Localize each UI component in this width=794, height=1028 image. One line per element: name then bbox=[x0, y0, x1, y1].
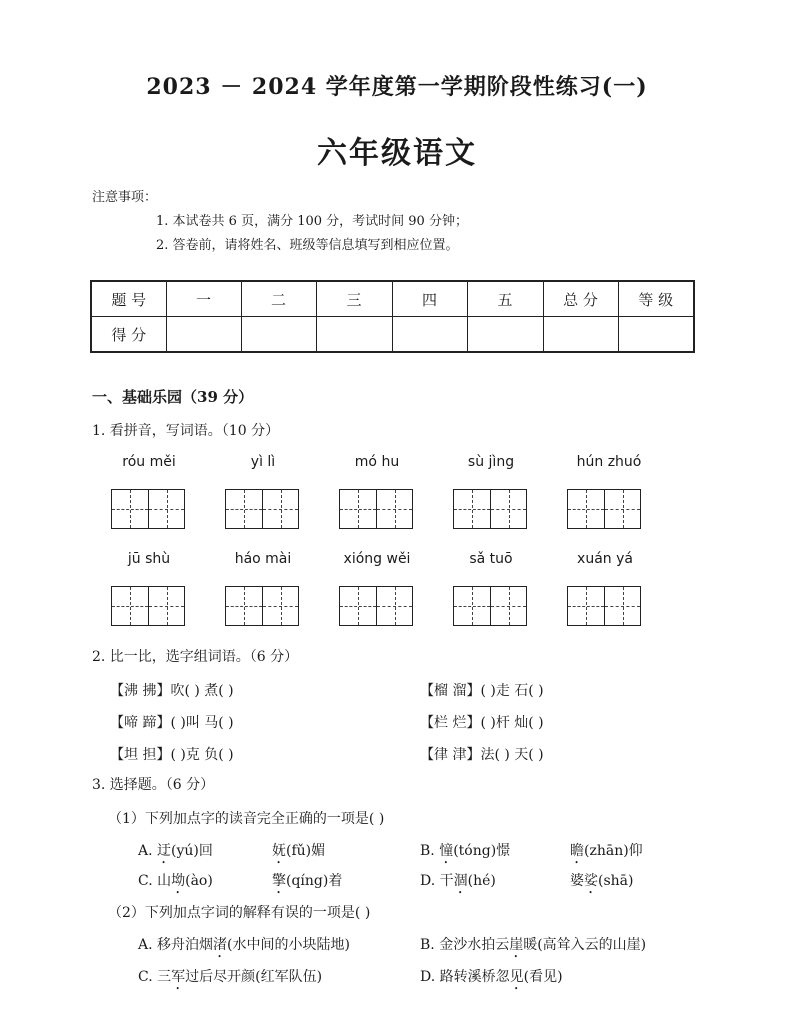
table-cell: 三 bbox=[316, 281, 392, 317]
compare-item: 【栏 烂】( )杆 灿( ) bbox=[420, 715, 544, 731]
table-cell: 一 bbox=[166, 281, 241, 317]
score-cell[interactable] bbox=[316, 317, 392, 353]
option-text: B. bbox=[420, 843, 440, 859]
option-text: (看见) bbox=[523, 969, 563, 985]
option-text: A. bbox=[138, 843, 158, 859]
option-text: C. 山 bbox=[138, 873, 172, 889]
option-b[interactable] bbox=[420, 840, 510, 867]
section-title: 一、基础乐园（39 分） bbox=[92, 388, 254, 406]
table-cell: 等 级 bbox=[618, 281, 694, 317]
score-cell[interactable] bbox=[166, 317, 241, 353]
option-text: (水中间的小块陆地) bbox=[227, 937, 350, 953]
dotted-char: 涸 bbox=[453, 873, 468, 889]
option-text: (shā) bbox=[598, 873, 634, 889]
compare-item: 【啼 蹄】( )叫 马( ) bbox=[110, 715, 234, 731]
dotted-char: 渚 bbox=[213, 937, 228, 953]
writing-grid[interactable] bbox=[339, 489, 413, 529]
writing-grid[interactable] bbox=[453, 489, 527, 529]
score-table-score-row bbox=[91, 317, 694, 353]
pinyin-label: róu měi bbox=[122, 454, 176, 470]
pinyin-label: sù jìng bbox=[467, 454, 515, 470]
option-d-second bbox=[570, 870, 633, 897]
option-text: D. 路转溪桥忽 bbox=[420, 969, 510, 985]
option-text: C. 三 bbox=[138, 969, 172, 985]
score-cell[interactable] bbox=[241, 317, 316, 353]
writing-grid[interactable] bbox=[453, 586, 527, 626]
exam-title: 2023 － 2024 学年度第一学期阶段性练习(一) bbox=[146, 74, 648, 100]
option-d[interactable] bbox=[420, 966, 563, 993]
option-text: (zhān)仰 bbox=[584, 843, 643, 859]
pinyin-label: xuán yá bbox=[577, 551, 633, 567]
writing-grid[interactable] bbox=[111, 489, 185, 529]
option-text: D. 干 bbox=[420, 873, 454, 889]
option-c[interactable] bbox=[138, 966, 322, 993]
dotted-char: 瞻 bbox=[570, 843, 584, 859]
option-c[interactable] bbox=[138, 870, 213, 897]
compare-item: 【沸 拂】吹( ) 煮( ) bbox=[110, 683, 234, 699]
option-text: 过后尽开颜(红军队伍) bbox=[185, 969, 323, 985]
option-text: A. 移舟泊烟 bbox=[138, 937, 214, 953]
writing-grid[interactable] bbox=[111, 586, 185, 626]
option-b-second bbox=[570, 840, 643, 867]
pinyin-label: mó hu bbox=[354, 454, 400, 470]
dotted-char: 娑 bbox=[584, 873, 598, 889]
question-2-title: 2. 比一比，选字组词语。（6 分） bbox=[92, 649, 299, 665]
option-text: (qíng)着 bbox=[286, 873, 343, 889]
dotted-char: 崖 bbox=[509, 937, 524, 953]
pinyin-label: jū shù bbox=[127, 551, 171, 567]
question-1-title: 1. 看拼音，写词语。（10 分） bbox=[92, 423, 280, 439]
compare-item: 【坦 担】( )克 负( ) bbox=[110, 747, 234, 763]
option-b[interactable] bbox=[420, 934, 646, 961]
score-cell[interactable] bbox=[618, 317, 694, 353]
dotted-char: 坳 bbox=[171, 873, 186, 889]
option-d[interactable] bbox=[420, 870, 496, 897]
option-text: 婆 bbox=[570, 873, 584, 889]
writing-grid[interactable] bbox=[567, 586, 641, 626]
option-c-second bbox=[272, 870, 342, 897]
pinyin-label: háo mài bbox=[234, 551, 292, 567]
dotted-char: 憧 bbox=[439, 843, 454, 859]
writing-grid[interactable] bbox=[225, 489, 299, 529]
dotted-char: 迂 bbox=[157, 843, 172, 859]
table-cell: 二 bbox=[241, 281, 316, 317]
pinyin-label: xióng wěi bbox=[343, 551, 411, 567]
dotted-char: 军 bbox=[171, 969, 186, 985]
subject-title: 六年级语文 bbox=[317, 136, 477, 171]
option-text: (ào) bbox=[185, 873, 213, 889]
option-text: (tóng)憬 bbox=[453, 843, 511, 859]
option-text: (yú)回 bbox=[171, 843, 213, 859]
notice-item: 1. 本试卷共 6 页，满分 100 分，考试时间 90 分钟； bbox=[156, 214, 468, 229]
option-text: (hé) bbox=[467, 873, 496, 889]
option-text: B. 金沙水拍云 bbox=[420, 937, 510, 953]
writing-grid[interactable] bbox=[339, 586, 413, 626]
writing-grid[interactable] bbox=[567, 489, 641, 529]
table-cell: 题 号 bbox=[91, 281, 166, 317]
table-cell: 得 分 bbox=[91, 317, 166, 353]
pinyin-label: sǎ tuō bbox=[469, 551, 513, 567]
score-table-header-row bbox=[91, 281, 694, 317]
table-cell: 总 分 bbox=[543, 281, 618, 317]
dotted-char: 妩 bbox=[272, 843, 286, 859]
dotted-char: 见 bbox=[509, 969, 524, 985]
question-3-title: 3. 选择题。（6 分） bbox=[92, 777, 215, 793]
compare-item: 【榴 溜】( )走 石( ) bbox=[420, 683, 544, 699]
option-a[interactable] bbox=[138, 934, 350, 961]
notice-label: 注意事项： bbox=[92, 190, 158, 205]
option-a-second bbox=[272, 840, 325, 867]
table-cell: 四 bbox=[392, 281, 467, 317]
score-cell[interactable] bbox=[467, 317, 543, 353]
pinyin-label: yì lì bbox=[250, 454, 276, 470]
dotted-char: 擎 bbox=[272, 873, 286, 889]
subquestion-stem: （1）下列加点字的读音完全正确的一项是( ) bbox=[108, 811, 385, 827]
notice-item: 2. 答卷前，请将姓名、班级等信息填写到相应位置。 bbox=[156, 238, 459, 253]
score-cell[interactable] bbox=[392, 317, 467, 353]
pinyin-label: hún zhuó bbox=[576, 454, 642, 470]
score-cell[interactable] bbox=[543, 317, 618, 353]
option-a[interactable] bbox=[138, 840, 213, 867]
option-text: 暖(高耸入云的山崖) bbox=[523, 937, 647, 953]
option-text: (fǔ)媚 bbox=[286, 843, 326, 859]
score-table bbox=[90, 280, 695, 353]
subquestion-stem: （2）下列加点字词的解释有误的一项是( ) bbox=[108, 905, 371, 921]
compare-item: 【律 津】法( ) 天( ) bbox=[420, 747, 544, 763]
writing-grid[interactable] bbox=[225, 586, 299, 626]
table-cell: 五 bbox=[467, 281, 543, 317]
